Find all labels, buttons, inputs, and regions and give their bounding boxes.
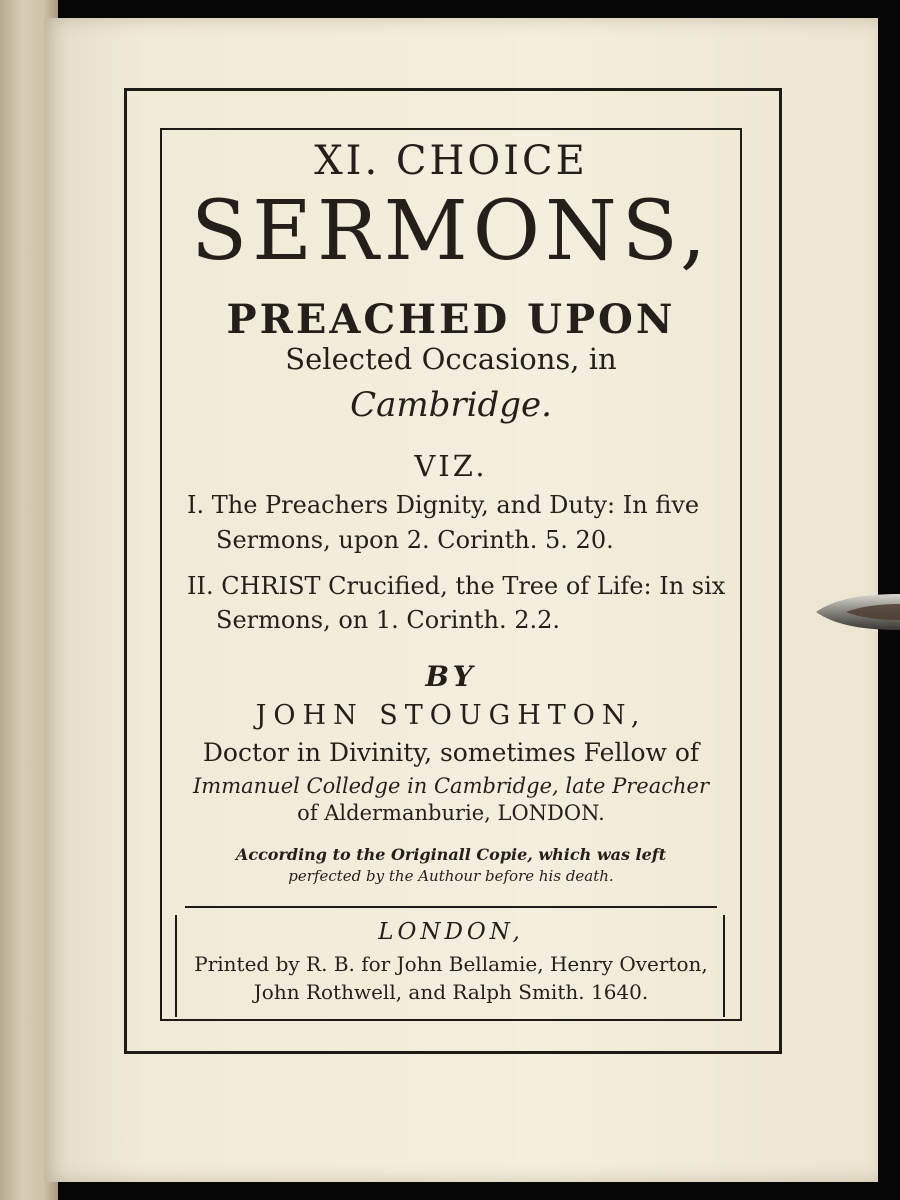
subtitle-occasions: Selected Occasions, in (285, 342, 617, 376)
contents-item-1-line-1: I. The Preachers Dignity, and Duty: In five (187, 491, 700, 519)
pointer-tip-icon (816, 592, 900, 632)
subtitle-place: Cambridge. (350, 385, 552, 425)
contents-item-2-line-2: Sermons, on 1. Corinth. 2.2. (216, 606, 560, 634)
title-line-3: PREACHED UPON (226, 296, 676, 343)
contents-item-1-line-2: Sermons, upon 2. Corinth. 5. 20. (216, 526, 614, 554)
author-description-2: Immanuel Colledge in Cambridge, late Preacher (193, 774, 709, 798)
imprint-city: LONDON, (378, 919, 524, 945)
contents-item-2-line-1: II. CHRIST Crucified, the Tree of Life: In six (187, 572, 726, 600)
copy-note-line-1: According to the Originall Copie, which was left (235, 845, 667, 864)
author-description-3: of Aldermanburie, LONDON. (297, 801, 605, 825)
title-line-1: XI. CHOICE (314, 138, 588, 184)
imprint-divider (185, 906, 717, 908)
author-name: JOHN STOUGHTON, (255, 700, 647, 731)
imprint-printer-line-2: John Rothwell, and Ralph Smith. 1640. (253, 980, 649, 1004)
title-line-2: SERMONS, (190, 184, 712, 279)
viz-heading: VIZ. (414, 449, 488, 483)
author-description-1: Doctor in Divinity, sometimes Fellow of (202, 738, 700, 767)
imprint-printer-line-1: Printed by R. B. for John Bellamie, Henry Overton, (194, 952, 708, 976)
by-label: BY (425, 660, 477, 693)
copy-note-line-2: perfected by the Authour before his death. (288, 867, 614, 885)
